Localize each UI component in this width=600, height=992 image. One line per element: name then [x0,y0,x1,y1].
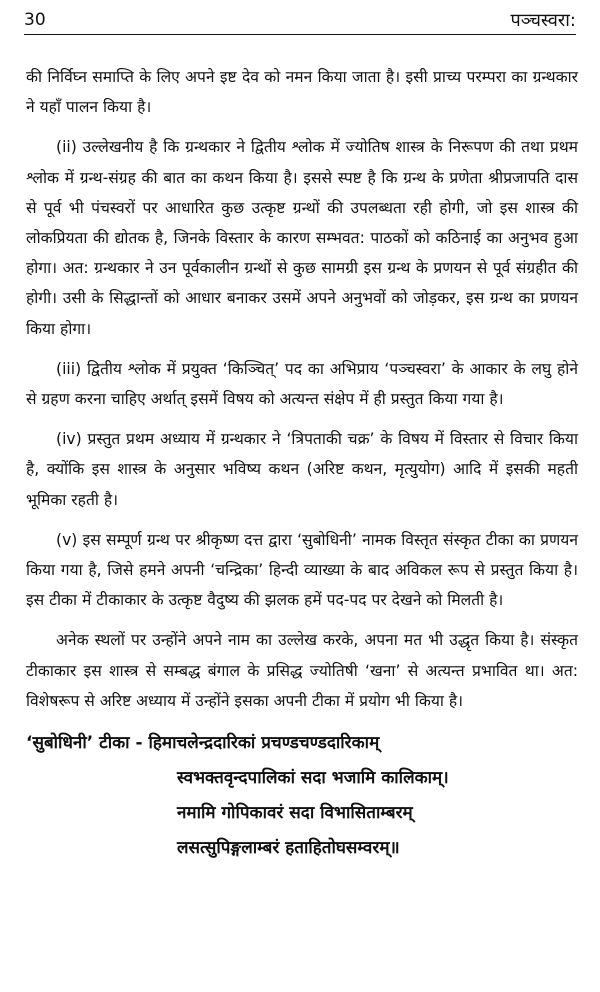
verse-label: ‘सुबोधिनी’ टीका - [26,733,143,754]
verse-text: हिमाचलेन्द्रदारिकां प्रचण्डचण्डदारिकाम् [148,733,380,754]
verse-line: लसत्सुपिङ्गलाम्बरं हताहितोघसम्वरम्॥ [177,838,400,859]
verse-line: स्वभक्तवृन्दपालिकां सदा भजामि कालिकाम्। [177,768,449,789]
page-body [26,62,578,866]
paragraph-point-v: (v) इस सम्पूर्ण ग्रन्थ पर श्रीकृष्ण दत्त द्वारा ‘सुबोधिनी’ नामक विस्तृत संस्कृत टीका का प्रणयन किया गया है, जिसे हमने अपनी ‘चन्द्रिका’ हिन्दी व्याख्या के बाद अविकल रूप से प्रस्तुत किया है। इस टीका में टीकाकार के उत्कृष्ट वैदुष्य की झलक हमें पद-पद पर देखने को मिलती है। [26,530,578,610]
paragraph-commentator-note: अनेक स्थलों पर उन्होंने अपने नाम का उल्लेख करके, अपना मत भी उद्धृत किया है। संस्कृत टीकाकार इस शास्त्र से सम्बद्ध बंगाल के प्रसिद्ध ज्योतिषी ‘खना’ से अत्यन्त प्रभावित था। अत: विशेषरूप से अरिष्ट अध्याय में उन्होंने इसका अपनी टीका में प्रयोग भी किया है। [26,631,578,710]
paragraph-continuation: की निर्विघ्न समाप्ति के लिए अपने इष्ट देव को नमन किया जाता है। इसी प्राच्य परम्परा का ग्रन्थकार ने यहाँ पालन किया है। [26,68,578,117]
verse-line: नमामि गोपिकावरं सदा विभासिताम्बरम् [177,803,413,824]
verse-block [26,726,578,866]
paragraph-point-ii: (ii) उल्लेखनीय है कि ग्रन्थकार ने द्वितीय श्लोक में ज्योतिष शास्त्र के निरूपण की तथा प्रथम श्लोक में ग्रन्थ-संग्रह की बात का कथन किया है। इससे स्पष्ट है कि ग्रन्थ के प्रणेता श्रीप्रजापति दास से पूर्व भी पंचस्वरों पर आधारित कुछ उत्कृष्ट ग्रन्थों की उपलब्धता रही होगी, जो इस शास्त्र की लोकप्रियता की द्योतक है, जिनके विस्तार के कारण सम्भवत: पाठकों को कठिनाई का अनुभव हुआ होगा। अत: ग्रन्थकार ने उन पूर्वकालीन ग्रन्थों से कुछ सामग्री इस ग्रन्थ के प्रणयन से पूर्व संग्रहीत की होगी। उसी के सिद्धान्तों को आधार बनाकर उसमें अपने अनुभवों को जोड़कर, इस ग्रन्थ का प्रणयन किया होगा। [26,138,578,338]
paragraph-point-iii: (iii) द्वितीय श्लोक में प्रयुक्त ‘किञ्चित्’ पद का अभिप्राय ‘पञ्चस्वरा’ के आकार के लघु होने से ग्रहण करना चाहिए अर्थात् इसमें विषय को अत्यन्त संक्षेप में ही प्रस्तुत किया गया है। [26,359,578,409]
page-number: 30 [24,10,46,30]
paragraph-point-iv: (iv) प्रस्तुत प्रथम अध्याय में ग्रन्थकार ने ‘त्रिपताकी चक्र’ के विषय में विस्तार से विचार किया है, क्योंकि इस शास्त्र के अनुसार भविष्य कथन (अरिष्ट कथन, मृत्युयोग) आदि में इसकी महती भूमिका रहती है। [26,430,578,509]
page-header [24,6,576,35]
running-title: पञ्चस्वरा: [510,10,576,31]
verse-line [26,726,578,761]
